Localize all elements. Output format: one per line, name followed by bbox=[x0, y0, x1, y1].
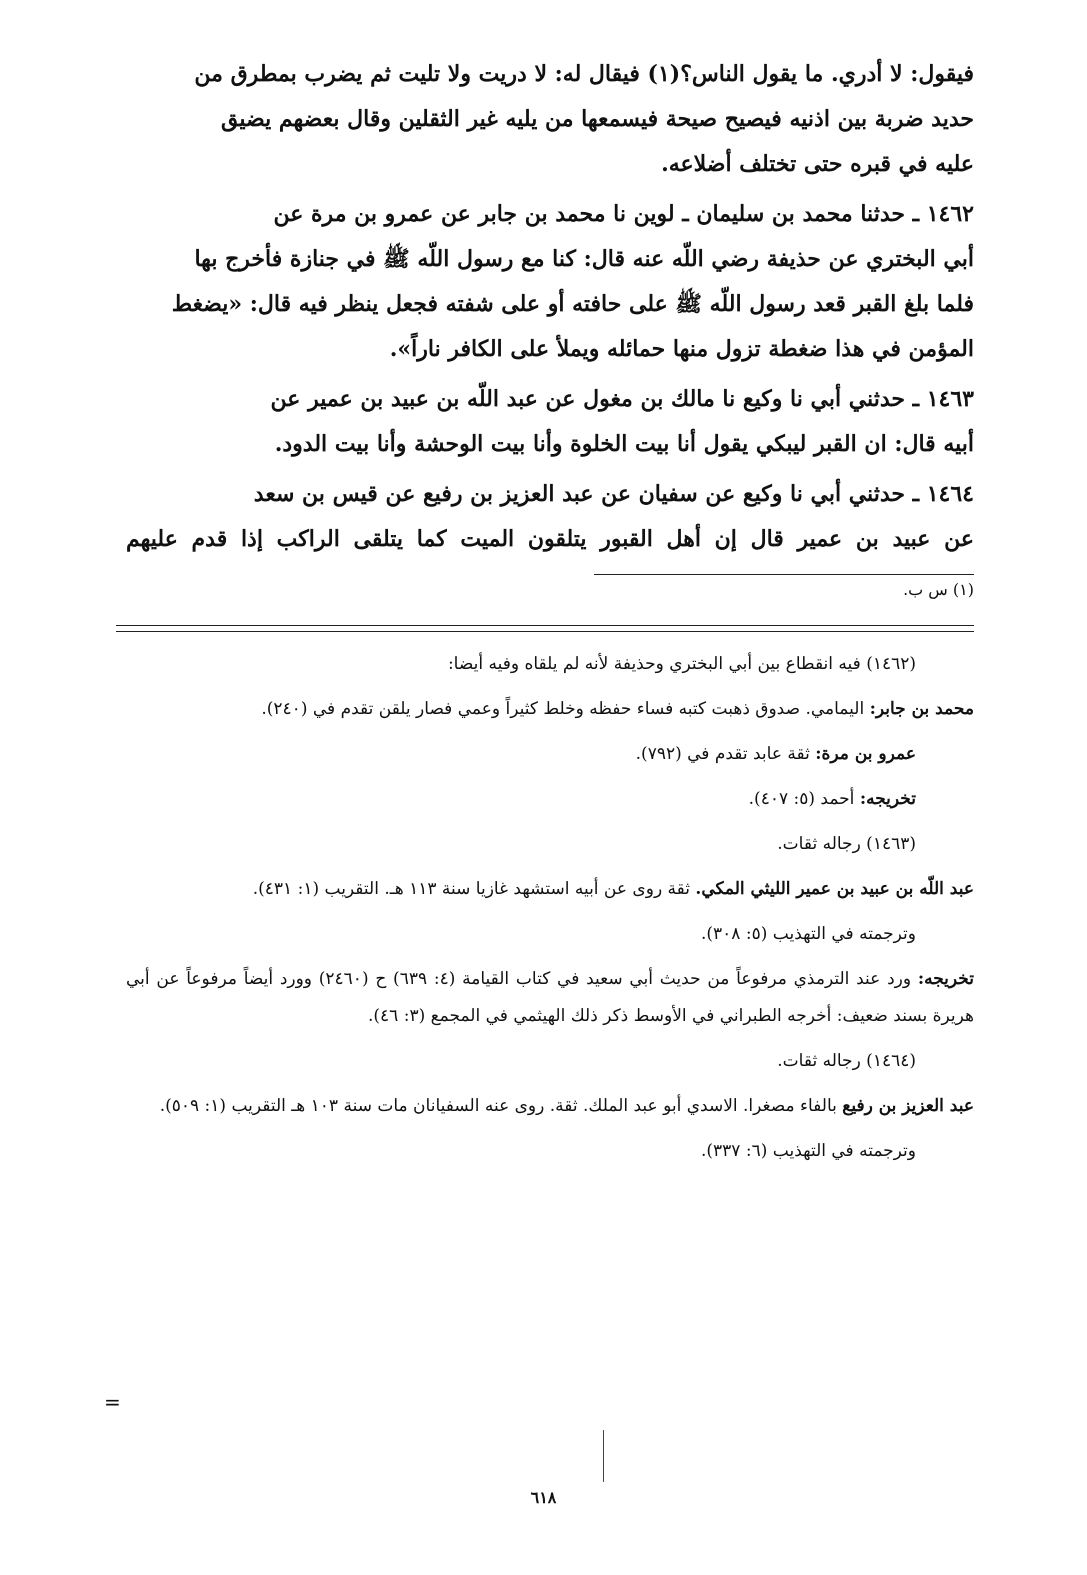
main-line: عليه في قبره حتى تختلف أضلاعه. bbox=[661, 151, 974, 177]
note-1462-intro: (١٤٦٢) فيه انقطاع بين أبي البختري وحذيفة لأنه لم يلقاه وفيه أيضا: bbox=[447, 654, 916, 674]
note-1463-intro: (١٤٦٣) رجاله ثقات. bbox=[777, 834, 916, 854]
hadith-1464-line: ١٤٦٤ ـ حدثني أبي نا وكيع عن سفيان عن عبد العزيز بن رفيع عن قيس بن سعد bbox=[253, 481, 974, 507]
narrator-name: محمد بن جابر: bbox=[869, 699, 974, 719]
note-1464-intro: (١٤٦٤) رجاله ثقات. bbox=[777, 1051, 916, 1071]
main-text bbox=[126, 52, 974, 562]
narrator-details: اليمامي. صدوق ذهبت كتبه فساء حفظه وخلط كثيراً وعمي فصار يلقن تقدم في (٢٤٠). bbox=[261, 699, 870, 719]
main-line: حديد ضربة بين اذنيه فيصيح صيحة فيسمعها من يليه غير الثقلين وقال بعضهم يضيق bbox=[221, 106, 974, 132]
page-number: ٦١٨ bbox=[530, 1488, 557, 1507]
narrator-details: ثقة روى عن أبيه استشهد غازيا سنة ١١٣ هـ. التقريب (١: ٤٣١). bbox=[252, 879, 696, 899]
hadith-1462-line: المؤمن في هذا ضغطة تزول منها حمائله ويملأ على الكافر ناراً». bbox=[389, 336, 974, 362]
narrator-details: بالفاء مصغرا. الاسدي أبو عبد الملك. ثقة. روى عنه السفيانان مات سنة ١٠٣ هـ التقريب (١: ٥٠٩). bbox=[159, 1096, 843, 1116]
takhrij-label: تخريجه: bbox=[859, 789, 916, 809]
hadith-1462-line: فلما بلغ القبر قعد رسول اللّه ﷺ على حافته أو على شفته فجعل ينظر فيه قال: «يضغط bbox=[171, 291, 974, 317]
footnote: (١) س ب. bbox=[903, 580, 974, 599]
footnote-divider bbox=[594, 574, 974, 575]
hadith-1462-line: ١٤٦٢ ـ حدثنا محمد بن سليمان ـ لوين نا محمد بن جابر عن عمرو بن مرة عن bbox=[273, 201, 974, 227]
vertical-rule bbox=[603, 1430, 604, 1482]
takhrij-details: أحمد (٥: ٤٠٧). bbox=[748, 789, 860, 809]
takhrij-details: ورد عند الترمذي مرفوعاً من حديث أبي سعيد في كتاب القيامة (٤: ٦٣٩) ح (٢٤٦٠) وورد أيضاً مرفوعاً عن أبي هريرة بسند ضعيف: أخرجه الطبراني في الأوسط ذكر ذلك الهيثمي في المجمع (٣: ٤٦). bbox=[126, 969, 974, 1026]
narrator-name: عبد العزيز بن رفيع bbox=[842, 1096, 974, 1116]
note-1463-takhrij bbox=[126, 961, 974, 1035]
notes-double-divider bbox=[116, 625, 974, 632]
hadith-1463-line: أبيه قال: ان القبر ليبكي يقول أنا بيت الخلوة وأنا بيت الوحشة وأنا بيت الدود. bbox=[274, 431, 974, 457]
note-1463-tahdhib: وترجمته في التهذيب (٥: ٣٠٨). bbox=[701, 924, 916, 944]
note-1462-narrator-amr bbox=[126, 736, 974, 773]
main-line: فيقول: لا أدري. ما يقول الناس؟(١) فيقال له: لا دريت ولا تليت ثم يضرب بمطرق من bbox=[194, 61, 974, 87]
hadith-1463-line: ١٤٦٣ ـ حدثني أبي نا وكيع نا مالك بن مغول عن عبد اللّه بن عبيد بن عمير عن bbox=[270, 386, 974, 412]
note-1462-takhrij bbox=[126, 781, 974, 818]
narrator-name: عبد اللّه بن عبيد بن عمير الليثي المكي. bbox=[695, 879, 974, 899]
note-1463-narrator-abdullah bbox=[126, 871, 974, 908]
continuation-mark: = bbox=[104, 1390, 121, 1414]
narrator-details: ثقة عابد تقدم في (٧٩٢). bbox=[635, 744, 816, 764]
hadith-1462-line: أبي البختري عن حذيفة رضي اللّه عنه قال: كنا مع رسول اللّه ﷺ في جنازة فأخرج بها bbox=[194, 246, 974, 272]
narrator-name: عمرو بن مرة: bbox=[815, 744, 916, 764]
takhrij-label: تخريجه: bbox=[917, 969, 974, 989]
note-1464-tahdhib: وترجمته في التهذيب (٦: ٣٣٧). bbox=[701, 1141, 916, 1161]
hadith-1464-line: عن عبيد بن عمير قال إن أهل القبور يتلقون الميت كما يتلقى الراكب إذا قدم عليهم bbox=[126, 526, 974, 552]
commentary-notes bbox=[126, 646, 974, 1170]
note-1464-narrator-aziz bbox=[126, 1088, 974, 1125]
note-1462-narrator-jabir bbox=[126, 691, 974, 728]
page-content bbox=[126, 52, 974, 1170]
